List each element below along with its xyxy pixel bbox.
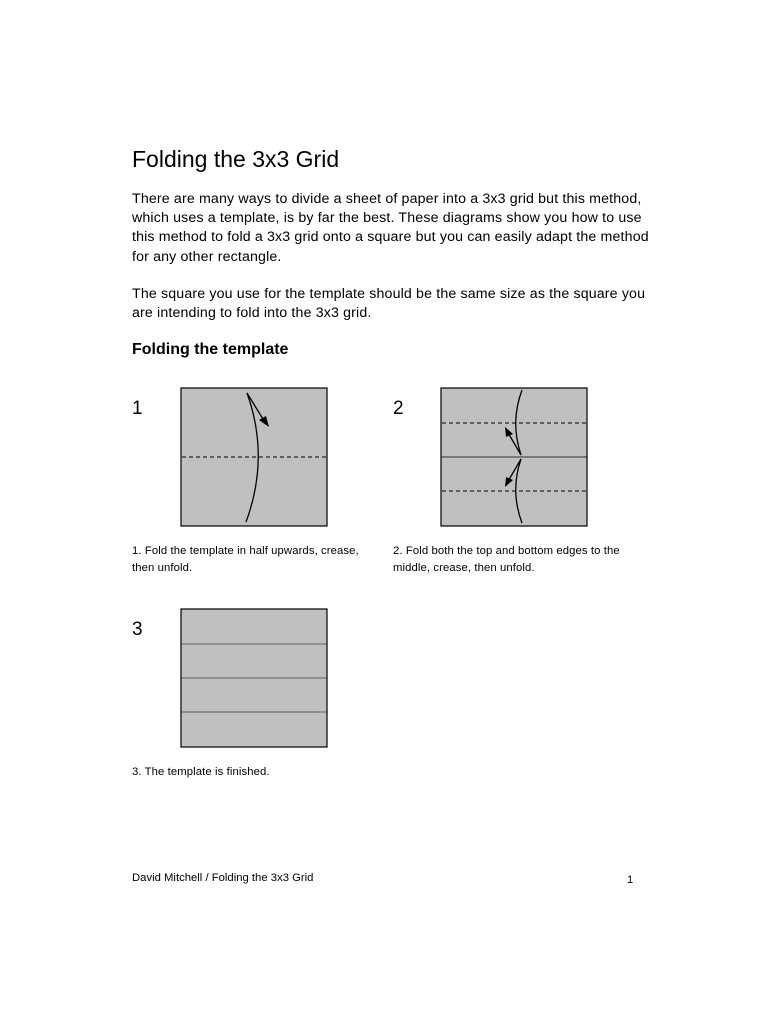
step-2-diagram	[440, 387, 590, 529]
intro-paragraph: There are many ways to divide a sheet of paper into a 3x3 grid but this method, which uses a template, is by far the best. These diagrams show you how to use this method to fold a 3x3 grid onto a square but you can easily adapt the method for any other rectangle.	[132, 191, 649, 265]
step-2-caption: 2. Fold both the top and bottom edges to the middle, crease, then unfold.	[393, 545, 620, 574]
step-number-1: 1	[132, 398, 143, 419]
template-size-paragraph: The square you use for the template should be the same size as the square you are intending to fold into the 3x3 grid.	[132, 286, 646, 322]
footer-credit: David Mitchell / Folding the 3x3 Grid	[132, 872, 314, 884]
step-1-diagram	[180, 387, 330, 529]
step-number-3: 3	[132, 619, 143, 640]
page-number: 1	[627, 874, 634, 886]
step-3-caption: 3. The template is finished.	[132, 766, 270, 778]
step-1-caption: 1. Fold the template in half upwards, crease, then unfold.	[132, 545, 359, 574]
page-title: Folding the 3x3 Grid	[132, 146, 340, 172]
section-heading: Folding the template	[132, 341, 289, 358]
step-number-2: 2	[393, 398, 404, 419]
step-3-diagram	[180, 608, 330, 750]
